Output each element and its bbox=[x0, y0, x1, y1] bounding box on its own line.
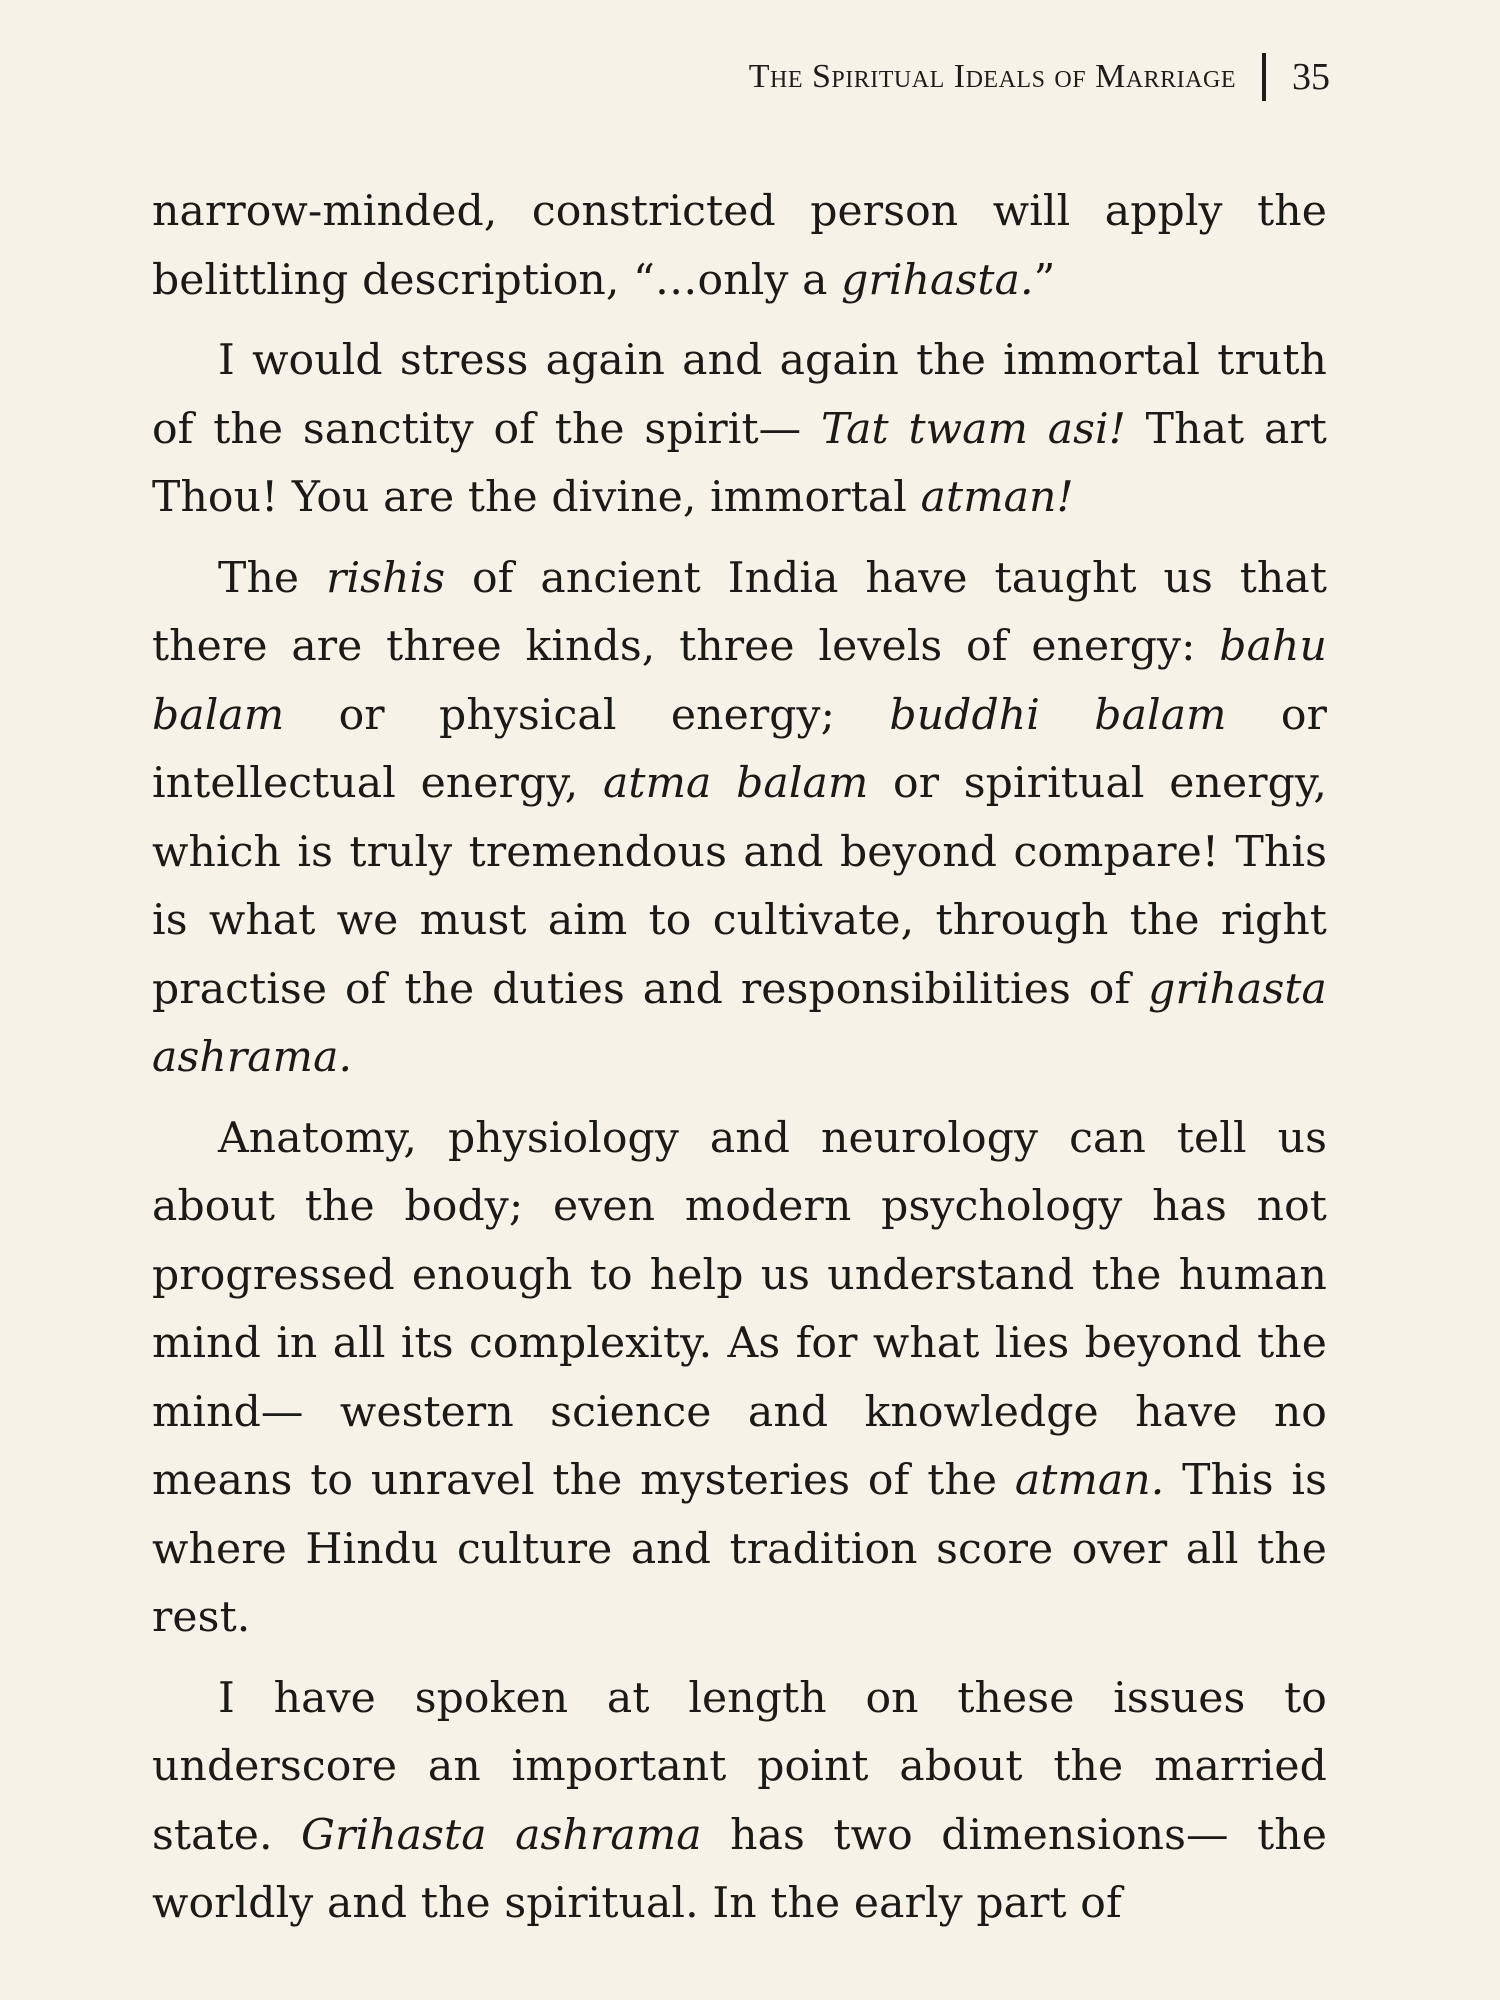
text-segment: or intellectual energy, bbox=[152, 690, 1327, 808]
page-number: 35 bbox=[1292, 56, 1330, 98]
header-divider bbox=[1262, 53, 1266, 101]
paragraph bbox=[152, 545, 1327, 1093]
paragraph bbox=[152, 327, 1327, 533]
paragraph bbox=[152, 1105, 1327, 1653]
italic-text-segment: atman. bbox=[1014, 1456, 1165, 1505]
text-segment: of ancient India have taught us that there are three kinds, three levels of energy: bbox=[152, 553, 1327, 671]
paragraph bbox=[152, 178, 1327, 315]
text-segment: The bbox=[218, 553, 327, 603]
italic-text-segment: atma balam bbox=[602, 759, 869, 808]
body-text bbox=[152, 178, 1327, 1951]
italic-text-segment: grihasta. bbox=[841, 255, 1034, 305]
running-head bbox=[749, 52, 1330, 102]
text-segment: That art Thou! You are the divine, immortal bbox=[152, 404, 1327, 522]
text-segment: Anatomy, physiology and neurology can tell us about the body; even modern psychology has not progressed enough to help us understand the human mind in all its complexity. As for what lies beyond the mind— western science and knowledge have no means to unravel the mysteries of the bbox=[152, 1113, 1327, 1505]
text-segment: or spiritual energy, which is truly tremendous and beyond compare! This is what we must aim to cultivate, through the right practise of the duties and responsibilities of bbox=[152, 759, 1327, 1014]
text-segment: I would stress again and again the immortal truth of the sanctity of the spirit— bbox=[152, 336, 1327, 454]
italic-text-segment: bahu balam bbox=[152, 622, 1327, 740]
italic-text-segment: atman! bbox=[920, 473, 1074, 522]
running-title: The Spiritual Ideals of Marriage bbox=[748, 58, 1236, 95]
text-segment: ” bbox=[1033, 255, 1056, 305]
italic-text-segment: Grihasta ashrama bbox=[301, 1810, 702, 1860]
text-segment: I have spoken at length on these issues to underscore an important point about the married state. bbox=[152, 1673, 1327, 1860]
text-segment: This is where Hindu culture and tradition score over all the rest. bbox=[152, 1456, 1328, 1642]
italic-text-segment: Tat twam asi! bbox=[820, 404, 1126, 454]
text-segment: has two dimensions— the worldly and the spiritual. In the early part of bbox=[152, 1810, 1327, 1928]
italic-text-segment: rishis bbox=[326, 553, 446, 603]
italic-text-segment: grihasta ashrama. bbox=[152, 964, 1327, 1082]
text-segment: narrow-minded, constricted person will apply the belittling description, “…only a bbox=[152, 187, 1327, 305]
italic-text-segment: buddhi balam bbox=[889, 690, 1227, 740]
paragraph bbox=[152, 1665, 1327, 1939]
text-segment: or physical energy; bbox=[284, 690, 890, 740]
